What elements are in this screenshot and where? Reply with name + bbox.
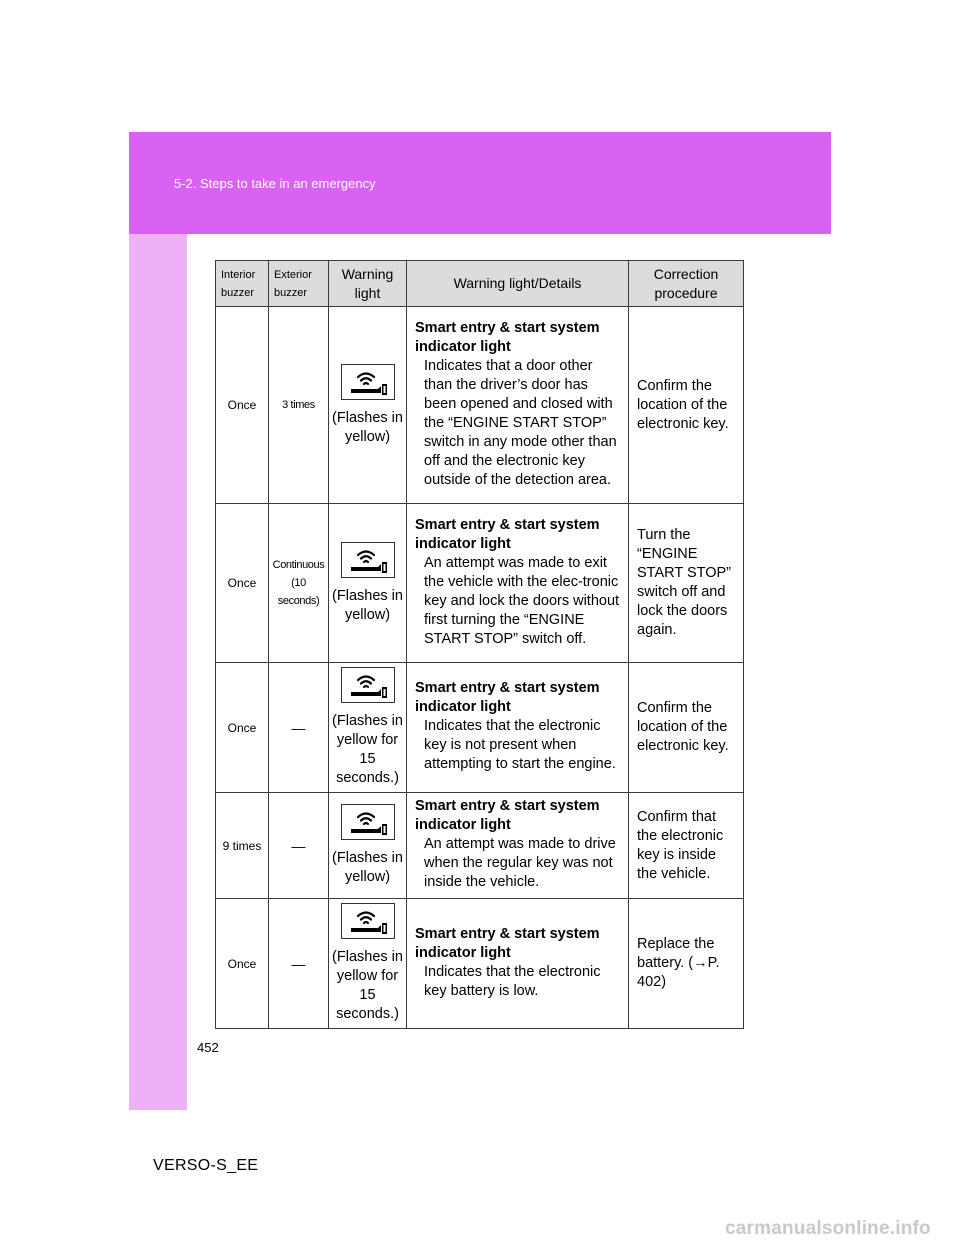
smart-key-indicator-icon [341,667,395,703]
page-number: 452 [197,1040,219,1055]
correction-cell: Turn the “ENGINE START STOP” switch off and lock the doors again. [629,504,744,663]
warning-light-cell [329,307,407,504]
exterior-buzzer-cell: — [269,663,329,793]
warning-light-note: (Flashes in yellow) [332,409,403,445]
details-cell [407,793,629,899]
footer-code: VERSO-S_EE [153,1157,259,1174]
warning-light-note: (Flashes in yellow) [332,850,403,885]
section-title: 5-2. Steps to take in an emergency [174,176,376,191]
warning-light-note: (Flashes in yellow) [332,587,403,623]
details-cell [407,899,629,1029]
warning-light-cell [329,899,407,1029]
details-cell [407,307,629,504]
correction-cell: Confirm that the electronic key is inside the vehicle. [629,793,744,899]
details-heading: Smart entry & start system indicator light [415,680,600,715]
warning-buzzer-table [215,260,744,1029]
details-heading: Smart entry & start system indicator light [415,798,600,833]
correction-cell: Confirm the location of the electronic key. [629,307,744,504]
interior-buzzer-cell: Once [216,504,269,663]
details-cell [407,504,629,663]
interior-buzzer-cell: Once [216,899,269,1029]
table-row [216,663,744,793]
correction-cell: Confirm the location of the electronic key. [629,663,744,793]
table-header-row [216,261,744,307]
smart-key-indicator-icon [341,542,395,578]
interior-buzzer-cell: Once [216,663,269,793]
warning-light-cell [329,663,407,793]
exterior-buzzer-cell: — [269,899,329,1029]
header-correction: Correction procedure [629,261,744,307]
table-row [216,793,744,899]
exterior-buzzer-cell: — [269,793,329,899]
details-heading: Smart entry & start system indicator light [415,516,600,552]
table-row [216,307,744,504]
details-heading: Smart entry & start system indicator light [415,319,600,355]
header-warning-light: Warning light [329,261,407,307]
correction-cell: Replace the battery. (→P. 402) [629,899,744,1029]
smart-key-indicator-icon [341,804,395,840]
table-row [216,504,744,663]
side-margin-band [129,234,187,1110]
table-row [216,899,744,1029]
smart-key-indicator-icon [341,364,395,400]
interior-buzzer-cell: Once [216,307,269,504]
details-cell [407,663,629,793]
details-body: An attempt was made to drive when the regular key was not inside the vehicle. [424,836,616,890]
header-exterior-buzzer: Exterior buzzer [269,261,329,307]
watermark: carmanualsonline.info [725,1218,931,1239]
header-details: Warning light/Details [407,261,629,307]
details-body: An attempt was made to exit the vehicle with the elec-tronic key and lock the doors without first turning the “ENGINE START STOP” switch off. [424,554,620,647]
warning-light-note: (Flashes in yellow for 15 seconds.) [332,949,403,1022]
warning-light-cell [329,793,407,899]
exterior-buzzer-cell: 3 times [269,307,329,504]
details-heading: Smart entry & start system indicator light [415,925,600,961]
details-body: Indicates that the electronic key is not present when attempting to start the engine. [424,718,616,772]
details-body: Indicates that a door other than the driver’s door has been opened and closed with the “ENGINE START STOP” switch in any mode other than off and the electronic key outside of the detection area. [424,357,617,488]
interior-buzzer-cell: 9 times [216,793,269,899]
warning-light-note: (Flashes in yellow for 15 seconds.) [332,713,403,786]
details-body: Indicates that the electronic key battery is low. [424,963,601,999]
warning-light-cell [329,504,407,663]
smart-key-indicator-icon [341,903,395,939]
exterior-buzzer-cell: Continuous (10 seconds) [269,504,329,663]
header-interior-buzzer: Interior buzzer [216,261,269,307]
